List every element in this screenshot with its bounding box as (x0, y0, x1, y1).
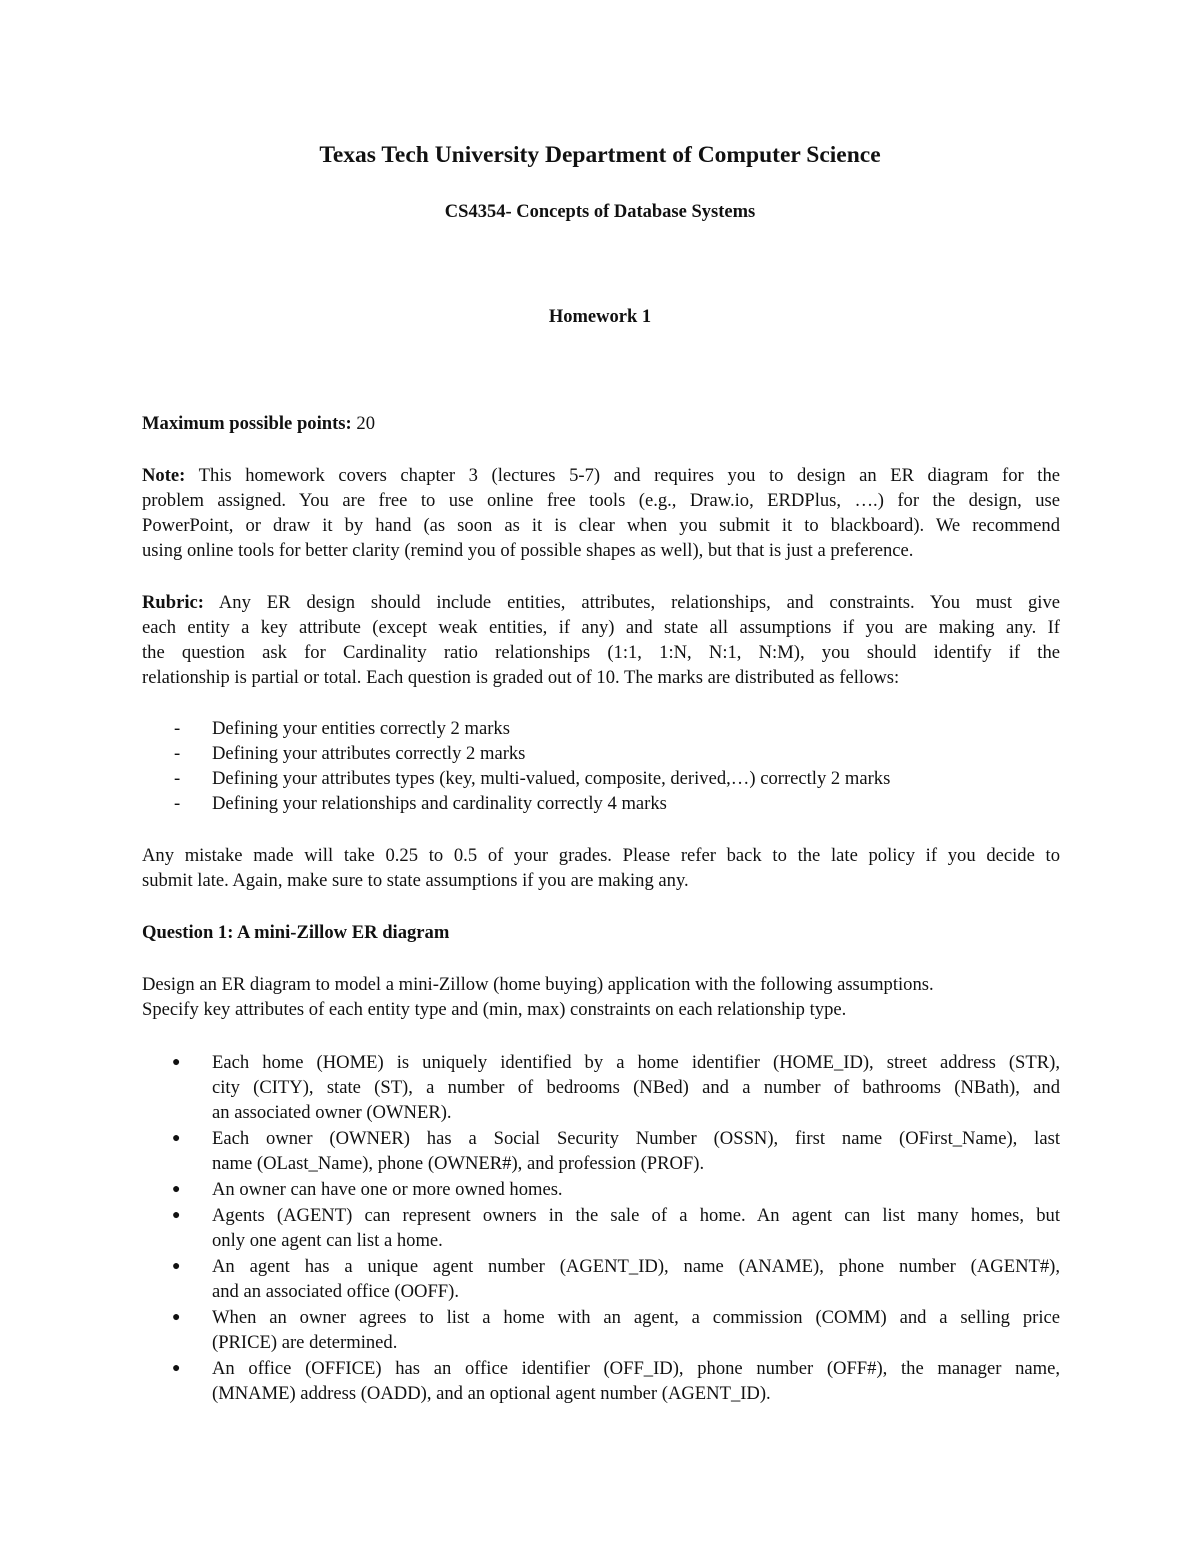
rubric-line: relationship is partial or total. Each question is graded out of 10. The marks are distributed as fellows: (142, 667, 900, 688)
rubric-line: Rubric: Any ER design should include entities, attributes, relationships, and constraints. You must give (142, 592, 1060, 613)
question-heading: Question 1: A mini-Zillow ER diagram (142, 922, 450, 943)
list-item: ● Each owner (OWNER) has a Social Security Number (OSSN), first name (OFirst_Name), last name (OLast_Name), phone (OWNER#), and profession (PROF). (172, 1128, 1060, 1174)
bullet-icon: ● (172, 1208, 181, 1223)
penalty-line: submit late. Again, make sure to state assumptions if you are making any. (142, 870, 689, 891)
note-paragraph (142, 463, 1060, 563)
bullet-icon: ● (172, 1259, 181, 1274)
document-title: Texas Tech University Department of Computer Science (319, 142, 881, 168)
dash-marker: - (174, 793, 181, 814)
bullet-icon: ● (172, 1055, 181, 1070)
question-intro (142, 972, 1060, 1022)
list-item: - Defining your relationships and cardinality correctly 4 marks (174, 793, 667, 814)
list-item: ● When an owner agrees to list a home with an agent, a commission (COMM) and a selling price (PRICE) are determined. (172, 1307, 1060, 1353)
bullet-icon: ● (172, 1182, 181, 1197)
list-item: ● Agents (AGENT) can represent owners in the sale of a home. An agent can list many homes, but only one agent can list a home. (172, 1205, 1060, 1251)
max-points-label: Maximum possible points: (142, 413, 352, 434)
dash-marker: - (174, 718, 181, 739)
note-line: problem assigned. You are free to use online free tools (e.g., Draw.io, ERDPlus, ….) for the design, use (142, 490, 1060, 511)
penalty-paragraph (142, 843, 1060, 893)
list-item: - Defining your entities correctly 2 marks (174, 718, 510, 739)
assumption-list (142, 1050, 1060, 1406)
list-item: ● An owner can have one or more owned homes. (172, 1179, 563, 1200)
list-item: ● An agent has a unique agent number (AGENT_ID), name (ANAME), phone number (AGENT#), and an associated office (OOFF). (172, 1256, 1060, 1302)
dash-marker: - (174, 743, 181, 764)
intro-line: Design an ER diagram to model a mini-Zillow (home buying) application with the following assumptions. (142, 974, 934, 995)
note-line: using online tools for better clarity (remind you of possible shapes as well), but that is just a preference. (142, 540, 914, 561)
list-item: - Defining your attributes types (key, multi-valued, composite, derived,…) correctly 2 marks (174, 768, 891, 789)
bullet-icon: ● (172, 1310, 181, 1325)
note-label: Note: (142, 465, 186, 486)
penalty-line: Any mistake made will take 0.25 to 0.5 of your grades. Please refer back to the late policy if you decide to (142, 845, 1060, 866)
max-points-value: 20 (356, 413, 375, 434)
note-line: PowerPoint, or draw it by hand (as soon as it is clear when you submit it to blackboard). We recommend (142, 515, 1060, 536)
list-item: - Defining your attributes correctly 2 marks (174, 743, 526, 764)
intro-line: Specify key attributes of each entity type and (min, max) constraints on each relationship type. (142, 999, 847, 1020)
rubric-label: Rubric: (142, 592, 204, 613)
bullet-icon: ● (172, 1361, 181, 1376)
max-points (142, 411, 1060, 436)
rubric-paragraph (142, 590, 1060, 690)
list-item: ● Each home (HOME) is uniquely identified by a home identifier (HOME_ID), street address (STR), city (CITY), state (ST), a number of bedrooms (NBed) and a number of bathrooms (NBath), and an associated owner (OWNER). (172, 1052, 1060, 1123)
course-title: CS4354- Concepts of Database Systems (444, 202, 756, 222)
rubric-line: each entity a key attribute (except weak entities, if any) and state all assumptions if you are making any. If (142, 617, 1060, 638)
rubric-line: the question ask for Cardinality ratio relationships (1:1, 1:N, N:1, N:M), you should identify if the (142, 642, 1060, 663)
assignment-title: Homework 1 (548, 307, 652, 327)
list-item: ● An office (OFFICE) has an office identifier (OFF_ID), phone number (OFF#), the manager name, (MNAME) address (OADD), and an optional agent number (AGENT_ID). (172, 1358, 1060, 1404)
note-line: Note: This homework covers chapter 3 (lectures 5-7) and requires you to design an ER diagram for the (142, 465, 1060, 486)
bullet-icon: ● (172, 1131, 181, 1146)
dash-marker: - (174, 768, 181, 789)
rubric-list (142, 716, 1060, 816)
